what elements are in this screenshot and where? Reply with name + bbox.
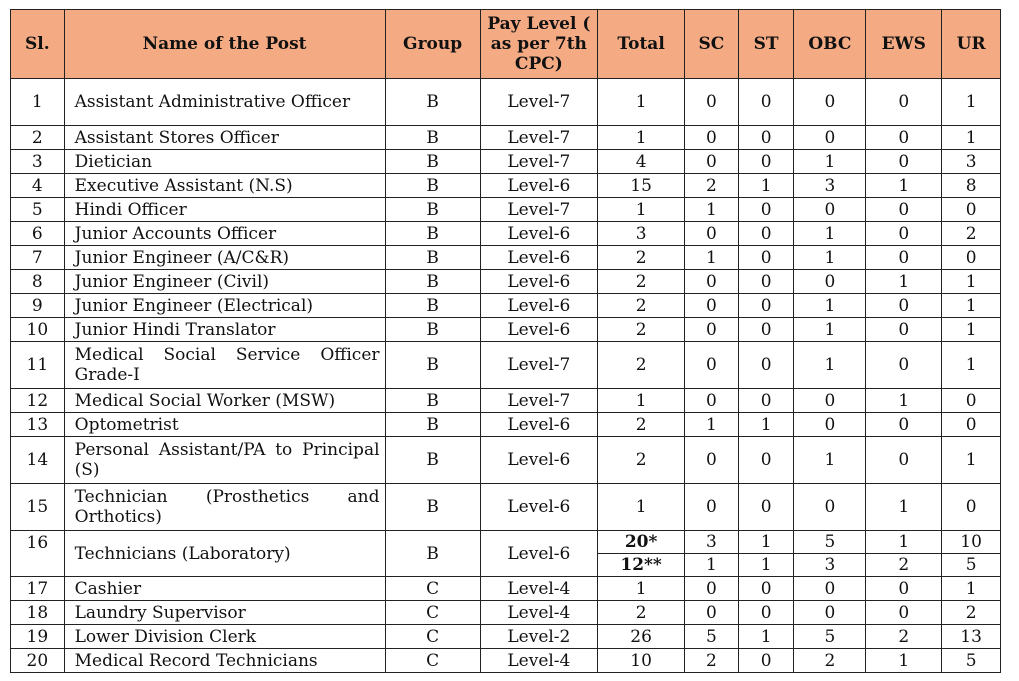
cell-sc: 1 (685, 554, 739, 577)
cell-sl: 3 (11, 150, 65, 174)
cell-total: 2 (598, 437, 685, 484)
cell-ur: 10 (942, 531, 1001, 554)
cell-ews: 1 (866, 174, 942, 198)
cell-sc: 0 (685, 484, 739, 531)
cell-obc: 1 (794, 150, 866, 174)
cell-st: 0 (738, 246, 794, 270)
cell-group: C (385, 625, 480, 649)
cell-st: 0 (738, 484, 794, 531)
cell-st: 0 (738, 294, 794, 318)
cell-obc: 5 (794, 625, 866, 649)
cell-sl: 13 (11, 413, 65, 437)
cell-st: 1 (738, 531, 794, 554)
cell-group: B (385, 413, 480, 437)
cell-st: 1 (738, 174, 794, 198)
cell-group: B (385, 437, 480, 484)
cell-st: 0 (738, 437, 794, 484)
cell-pay-level: Level-4 (480, 577, 597, 601)
cell-post: Junior Engineer (A/C&R) (64, 246, 385, 270)
cell-pay-level: Level-6 (480, 294, 597, 318)
cell-group: B (385, 531, 480, 577)
cell-ur: 2 (942, 222, 1001, 246)
header-total: Total (598, 10, 685, 79)
cell-ur: 3 (942, 150, 1001, 174)
cell-ews: 0 (866, 198, 942, 222)
table-row (11, 150, 1001, 174)
cell-ews: 0 (866, 294, 942, 318)
cell-group: C (385, 601, 480, 625)
cell-ur: 0 (942, 389, 1001, 413)
cell-ews: 1 (866, 270, 942, 294)
cell-st: 0 (738, 198, 794, 222)
cell-pay-level: Level-7 (480, 150, 597, 174)
header-pay-level: Pay Level ( as per 7th CPC) (480, 10, 597, 79)
cell-pay-level: Level-4 (480, 649, 597, 673)
cell-post: Technician (Prosthetics and Orthotics) (64, 484, 385, 531)
cell-ur: 0 (942, 484, 1001, 531)
header-sc: SC (685, 10, 739, 79)
cell-total: 1 (598, 484, 685, 531)
cell-sl: 15 (11, 484, 65, 531)
cell-st: 0 (738, 79, 794, 126)
cell-st: 0 (738, 318, 794, 342)
cell-obc: 0 (794, 270, 866, 294)
cell-sl: 17 (11, 577, 65, 601)
vacancy-table-container (10, 9, 1001, 673)
cell-post: Hindi Officer (64, 198, 385, 222)
cell-group: B (385, 246, 480, 270)
cell-ews: 1 (866, 389, 942, 413)
table-row (11, 577, 1001, 601)
cell-st: 0 (738, 389, 794, 413)
cell-ur: 2 (942, 601, 1001, 625)
cell-pay-level: Level-7 (480, 79, 597, 126)
cell-obc: 0 (794, 126, 866, 150)
cell-group: B (385, 222, 480, 246)
cell-ur: 1 (942, 577, 1001, 601)
cell-obc: 2 (794, 649, 866, 673)
cell-group: B (385, 484, 480, 531)
cell-pay-level: Level-6 (480, 222, 597, 246)
cell-total: 2 (598, 601, 685, 625)
table-row (11, 294, 1001, 318)
header-ur: UR (942, 10, 1001, 79)
cell-ews: 0 (866, 601, 942, 625)
cell-pay-level: Level-7 (480, 126, 597, 150)
cell-total: 1 (598, 198, 685, 222)
cell-sl: 9 (11, 294, 65, 318)
table-row (11, 270, 1001, 294)
cell-ews: 0 (866, 318, 942, 342)
cell-post: Assistant Administrative Officer (64, 79, 385, 126)
cell-sl: 1 (11, 79, 65, 126)
cell-post: Dietician (64, 150, 385, 174)
cell-sc: 2 (685, 649, 739, 673)
cell-group: B (385, 150, 480, 174)
table-row (11, 413, 1001, 437)
cell-obc: 1 (794, 222, 866, 246)
cell-sl: 12 (11, 389, 65, 413)
cell-ews: 0 (866, 246, 942, 270)
cell-ur: 1 (942, 294, 1001, 318)
header-obc: OBC (794, 10, 866, 79)
cell-sc: 0 (685, 270, 739, 294)
cell-sl: 6 (11, 222, 65, 246)
cell-ur: 1 (942, 437, 1001, 484)
table-row (11, 198, 1001, 222)
cell-sc: 0 (685, 222, 739, 246)
cell-total: 1 (598, 577, 685, 601)
cell-obc: 3 (794, 554, 866, 577)
cell-sl: 5 (11, 198, 65, 222)
cell-sc: 0 (685, 342, 739, 389)
cell-total: 2 (598, 342, 685, 389)
cell-sc: 0 (685, 294, 739, 318)
cell-pay-level: Level-4 (480, 601, 597, 625)
cell-sc: 0 (685, 79, 739, 126)
table-row (11, 437, 1001, 484)
cell-st: 0 (738, 222, 794, 246)
cell-pay-level: Level-7 (480, 198, 597, 222)
table-row (11, 174, 1001, 198)
cell-sc: 2 (685, 174, 739, 198)
cell-pay-level: Level-6 (480, 246, 597, 270)
cell-sc: 0 (685, 126, 739, 150)
cell-st: 0 (738, 150, 794, 174)
cell-ews: 2 (866, 554, 942, 577)
table-row (11, 601, 1001, 625)
cell-ews: 0 (866, 222, 942, 246)
header-st: ST (738, 10, 794, 79)
cell-sl: 20 (11, 649, 65, 673)
cell-obc: 0 (794, 413, 866, 437)
table-row (11, 484, 1001, 531)
cell-obc: 3 (794, 174, 866, 198)
cell-sl: 16 (11, 531, 65, 577)
cell-sc: 1 (685, 198, 739, 222)
cell-st: 1 (738, 554, 794, 577)
header-ews: EWS (866, 10, 942, 79)
cell-sl: 7 (11, 246, 65, 270)
cell-ews: 0 (866, 577, 942, 601)
cell-pay-level: Level-6 (480, 270, 597, 294)
cell-sc: 1 (685, 413, 739, 437)
cell-st: 0 (738, 577, 794, 601)
cell-ur: 1 (942, 318, 1001, 342)
cell-total: 2 (598, 246, 685, 270)
cell-total: 2 (598, 413, 685, 437)
cell-ews: 0 (866, 437, 942, 484)
cell-st: 0 (738, 649, 794, 673)
cell-ews: 0 (866, 126, 942, 150)
header-post: Name of the Post (64, 10, 385, 79)
table-row (11, 342, 1001, 389)
cell-group: B (385, 79, 480, 126)
cell-pay-level: Level-6 (480, 318, 597, 342)
cell-sl: 8 (11, 270, 65, 294)
cell-obc: 0 (794, 601, 866, 625)
cell-ur: 8 (942, 174, 1001, 198)
cell-sc: 0 (685, 389, 739, 413)
cell-pay-level: Level-6 (480, 437, 597, 484)
cell-total: 26 (598, 625, 685, 649)
cell-pay-level: Level-6 (480, 484, 597, 531)
cell-post: Assistant Stores Officer (64, 126, 385, 150)
cell-obc: 1 (794, 294, 866, 318)
cell-obc: 0 (794, 484, 866, 531)
cell-obc: 0 (794, 198, 866, 222)
cell-total: 4 (598, 150, 685, 174)
cell-ews: 0 (866, 342, 942, 389)
table-row (11, 222, 1001, 246)
cell-post: Technicians (Laboratory) (64, 531, 385, 577)
cell-post: Junior Engineer (Civil) (64, 270, 385, 294)
cell-sc: 0 (685, 601, 739, 625)
table-row (11, 318, 1001, 342)
cell-post: Medical Social Service Officer Grade-I (64, 342, 385, 389)
cell-total: 1 (598, 126, 685, 150)
header-row (11, 10, 1001, 79)
cell-st: 0 (738, 342, 794, 389)
cell-st: 1 (738, 625, 794, 649)
cell-sc: 3 (685, 531, 739, 554)
cell-obc: 1 (794, 437, 866, 484)
cell-group: B (385, 342, 480, 389)
cell-obc: 1 (794, 342, 866, 389)
table-row (11, 246, 1001, 270)
cell-sc: 0 (685, 318, 739, 342)
cell-group: B (385, 294, 480, 318)
cell-total: 1 (598, 389, 685, 413)
cell-ur: 1 (942, 79, 1001, 126)
cell-st: 0 (738, 601, 794, 625)
cell-sl: 11 (11, 342, 65, 389)
cell-ur: 1 (942, 126, 1001, 150)
cell-pay-level: Level-7 (480, 389, 597, 413)
cell-obc: 1 (794, 246, 866, 270)
cell-post: Optometrist (64, 413, 385, 437)
cell-obc: 5 (794, 531, 866, 554)
cell-total: 2 (598, 294, 685, 318)
cell-ews: 0 (866, 150, 942, 174)
table-row (11, 625, 1001, 649)
cell-total: 3 (598, 222, 685, 246)
cell-total: 2 (598, 270, 685, 294)
cell-obc: 0 (794, 389, 866, 413)
cell-sl: 18 (11, 601, 65, 625)
cell-ur: 13 (942, 625, 1001, 649)
header-group: Group (385, 10, 480, 79)
cell-ews: 1 (866, 649, 942, 673)
cell-ews: 0 (866, 413, 942, 437)
cell-pay-level: Level-2 (480, 625, 597, 649)
cell-sc: 1 (685, 246, 739, 270)
cell-sc: 0 (685, 577, 739, 601)
cell-st: 0 (738, 126, 794, 150)
cell-pay-level: Level-6 (480, 174, 597, 198)
cell-ur: 0 (942, 198, 1001, 222)
cell-ur: 1 (942, 342, 1001, 389)
cell-sc: 0 (685, 150, 739, 174)
cell-ur: 5 (942, 649, 1001, 673)
header-sl: Sl. (11, 10, 65, 79)
cell-total: 20* (598, 531, 685, 554)
cell-ur: 0 (942, 413, 1001, 437)
cell-pay-level: Level-7 (480, 342, 597, 389)
cell-group: B (385, 318, 480, 342)
cell-post: Junior Hindi Translator (64, 318, 385, 342)
cell-post: Personal Assistant/PA to Principal (S) (64, 437, 385, 484)
cell-ur: 0 (942, 246, 1001, 270)
cell-sl: 19 (11, 625, 65, 649)
cell-total: 12** (598, 554, 685, 577)
cell-sl: 14 (11, 437, 65, 484)
cell-sl: 2 (11, 126, 65, 150)
cell-pay-level: Level-6 (480, 531, 597, 577)
cell-ews: 2 (866, 625, 942, 649)
cell-obc: 0 (794, 577, 866, 601)
table-row (11, 531, 1001, 554)
table-row (11, 126, 1001, 150)
table-row (11, 649, 1001, 673)
cell-ews: 1 (866, 484, 942, 531)
cell-group: C (385, 649, 480, 673)
cell-post: Medical Record Technicians (64, 649, 385, 673)
cell-group: B (385, 126, 480, 150)
cell-sl: 4 (11, 174, 65, 198)
cell-pay-level: Level-6 (480, 413, 597, 437)
table-body (11, 79, 1001, 673)
cell-total: 15 (598, 174, 685, 198)
cell-obc: 0 (794, 79, 866, 126)
cell-sl: 10 (11, 318, 65, 342)
cell-post: Junior Engineer (Electrical) (64, 294, 385, 318)
table-row (11, 79, 1001, 126)
cell-ews: 0 (866, 79, 942, 126)
cell-post: Junior Accounts Officer (64, 222, 385, 246)
cell-group: B (385, 389, 480, 413)
cell-group: B (385, 198, 480, 222)
table-row (11, 389, 1001, 413)
cell-post: Medical Social Worker (MSW) (64, 389, 385, 413)
cell-st: 0 (738, 270, 794, 294)
cell-total: 10 (598, 649, 685, 673)
cell-total: 1 (598, 79, 685, 126)
cell-group: B (385, 270, 480, 294)
vacancy-table (10, 9, 1001, 673)
cell-ews: 1 (866, 531, 942, 554)
cell-group: B (385, 174, 480, 198)
cell-post: Executive Assistant (N.S) (64, 174, 385, 198)
cell-total: 2 (598, 318, 685, 342)
cell-post: Cashier (64, 577, 385, 601)
cell-post: Laundry Supervisor (64, 601, 385, 625)
cell-obc: 1 (794, 318, 866, 342)
cell-ur: 1 (942, 270, 1001, 294)
cell-group: C (385, 577, 480, 601)
cell-ur: 5 (942, 554, 1001, 577)
cell-post: Lower Division Clerk (64, 625, 385, 649)
cell-sc: 0 (685, 437, 739, 484)
cell-sc: 5 (685, 625, 739, 649)
cell-st: 1 (738, 413, 794, 437)
